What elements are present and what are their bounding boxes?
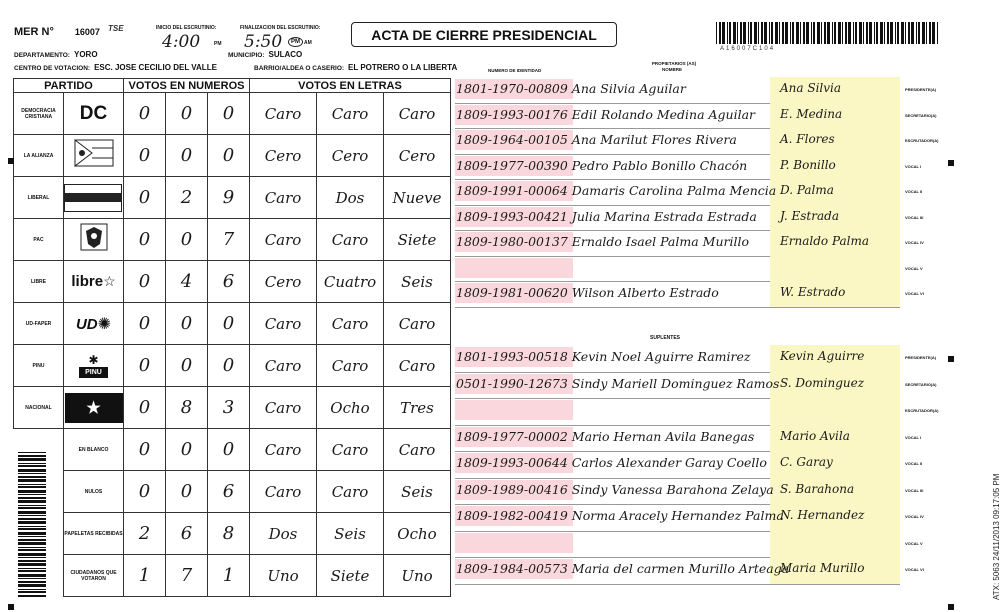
id-column-label: NUMERO DE IDENTIDAD — [488, 68, 542, 73]
summary-word: Seis — [384, 471, 451, 513]
vote-word: Caro — [317, 345, 384, 387]
summary-word: Dos — [250, 513, 317, 555]
summary-word: Caro — [317, 471, 384, 513]
start-label: INICIO DEL ESCRUTINIO: — [156, 25, 217, 31]
member-signature: W. Estrado — [780, 285, 846, 299]
member-entry: 1809-1964-00105 Ana Marilut Flores Rivera — [456, 132, 737, 147]
member-entry: 1809-1984-00573 Maria del carmen Murillo Arteaga — [456, 561, 790, 576]
signature-field — [770, 398, 900, 425]
member-signature: E. Medina — [780, 106, 843, 121]
vote-digit: 2 — [166, 177, 208, 219]
voting-center: CENTRO DE VOTACION: ESC. JOSE CECILIO DEL VALLE — [14, 63, 217, 72]
summary-label: EN BLANCO — [64, 429, 124, 471]
party-name: UD-FAPER — [14, 303, 64, 345]
vote-word: Caro — [317, 219, 384, 261]
party-row — [14, 219, 451, 261]
names-label: NOMBRE — [662, 67, 682, 72]
id-field-bg — [455, 400, 573, 420]
mer-number: MER N° 16007 — [14, 26, 100, 38]
party-row — [14, 345, 451, 387]
liberal-flag-emblem — [64, 184, 122, 212]
vote-digit: 0 — [166, 345, 208, 387]
member-role: VOCAL VI — [905, 567, 924, 572]
barcode-top — [716, 22, 938, 44]
member-signature: C. Garay — [780, 455, 833, 469]
summary-word: Caro — [250, 429, 317, 471]
municipality: MUNICIPIO: SULACO — [228, 50, 303, 59]
department: DEPARTAMENTO: YORO — [14, 50, 98, 59]
summary-row — [14, 471, 451, 513]
party-emblem — [64, 177, 124, 219]
member-signature: Ernaldo Palma — [780, 234, 869, 248]
vote-word: Caro — [384, 345, 451, 387]
member-entry: 1809-1989-00416 Sindy Vanessa Barahona Zelaya — [456, 481, 774, 497]
vote-word: Cero — [250, 135, 317, 177]
summary-row — [14, 429, 451, 471]
vote-digit: 0 — [124, 219, 166, 261]
member-signature: S. Dominguez — [780, 375, 865, 390]
member-signature: S. Barahona — [780, 481, 855, 496]
vote-digit: 0 — [166, 135, 208, 177]
summary-digit: 6 — [166, 513, 208, 555]
member-role: PRESIDENTE(A) — [905, 87, 937, 92]
vote-word: Siete — [384, 219, 451, 261]
vote-digit: 0 — [166, 93, 208, 135]
vote-digit: 0 — [208, 93, 250, 135]
summary-row — [14, 513, 451, 555]
barcode-left — [18, 452, 58, 597]
vote-word: Caro — [250, 177, 317, 219]
document-title: ACTA DE CIERRE PRESIDENCIAL — [351, 22, 617, 47]
summary-digit: 0 — [124, 471, 166, 513]
col-party: PARTIDO — [14, 79, 124, 93]
dc-emblem: DC — [79, 102, 108, 124]
member-signature: Ana Silvia — [780, 81, 842, 95]
vote-digit: 7 — [208, 219, 250, 261]
vote-digit: 9 — [208, 177, 250, 219]
vote-word: Seis — [384, 261, 451, 303]
member-role: VOCAL II — [905, 461, 923, 466]
vote-digit: 0 — [124, 303, 166, 345]
vote-digit: 0 — [208, 135, 250, 177]
summary-word: Caro — [250, 471, 317, 513]
member-signature: N. Hernandez — [780, 508, 865, 522]
vote-digit: 0 — [124, 93, 166, 135]
party-row — [14, 135, 451, 177]
party-emblem — [64, 93, 124, 135]
member-role: VOCAL IV — [905, 514, 924, 519]
member-role: SECRETARIO(A) — [905, 381, 937, 387]
summary-word: Siete — [317, 555, 384, 597]
summary-digit: 7 — [166, 555, 208, 597]
vote-digit: 0 — [208, 303, 250, 345]
vote-digit: 0 — [166, 303, 208, 345]
vote-word: Cuatro — [317, 261, 384, 303]
member-signature: Kevin Aguirre — [780, 349, 865, 363]
member-role: VOCAL VI — [905, 291, 924, 296]
libre-emblem: libre — [71, 272, 104, 290]
end-pm: PM — [288, 37, 303, 47]
start-time: 4:00 — [162, 32, 201, 52]
owners-label: PROPIETARIOS (AS) — [651, 61, 697, 66]
summary-digit: 1 — [124, 555, 166, 597]
signature-field — [770, 531, 900, 558]
party-name: LIBRE — [14, 261, 64, 303]
party-name: PAC — [14, 219, 64, 261]
vote-word: Caro — [384, 303, 451, 345]
vote-word: Caro — [317, 303, 384, 345]
member-entry: 1809-1977-00390 Pedro Pablo Bonillo Chacón — [456, 157, 748, 173]
barcode-number: A16007C104 — [720, 46, 776, 52]
party-row — [14, 303, 451, 345]
summary-word: Caro — [317, 429, 384, 471]
pac-emblem — [79, 222, 109, 252]
vote-digit: 0 — [124, 387, 166, 429]
member-role: VOCAL III — [905, 214, 924, 220]
summary-word: Seis — [317, 513, 384, 555]
summary-word: Caro — [384, 429, 451, 471]
party-emblem — [64, 387, 124, 429]
member-role: SECRETARIO(A) — [905, 112, 937, 118]
summary-label: CIUDADANOS QUE VOTARON — [64, 555, 124, 597]
member-entry: 1809-1993-00176 Edil Rolando Medina Aguilar — [456, 106, 756, 122]
party-name: PINU — [14, 345, 64, 387]
end-time: 5:50 — [244, 32, 283, 52]
member-role: VOCAL I — [905, 163, 922, 169]
vote-word: Caro — [250, 387, 317, 429]
member-entry: 1809-1977-00002 Mario Hernan Avila Banegas — [456, 428, 755, 444]
vote-digit: 3 — [208, 387, 250, 429]
member-entry: 1809-1980-00137 Ernaldo Isael Palma Murillo — [456, 234, 750, 249]
vote-digit: 6 — [208, 261, 250, 303]
party-row — [14, 387, 451, 429]
member-entry: 0501-1990-12673 Sindy Mariell Dominguez Ramos — [456, 375, 780, 391]
member-entry: 1809-1982-00419 Norma Aracely Hernandez Palma — [456, 508, 784, 523]
party-emblem — [64, 135, 124, 177]
member-entry: 1801-1993-00518 Kevin Noel Aguirre Ramirez — [456, 349, 751, 364]
votes-table — [13, 78, 451, 597]
alianza-emblem — [74, 139, 114, 167]
mer-number-value: 16007 — [74, 27, 100, 37]
member-entry: 1801-1970-00809 Ana Silvia Aguilar — [456, 81, 686, 96]
vote-digit: 0 — [166, 219, 208, 261]
vote-word: Caro — [250, 93, 317, 135]
summary-word: Uno — [250, 555, 317, 597]
registration-mark — [948, 356, 954, 362]
end-label: FINALIZACION DEL ESCRUTINIO: — [240, 25, 321, 31]
vote-word: Caro — [250, 303, 317, 345]
party-row — [14, 93, 451, 135]
member-signature: J. Estrada — [780, 208, 839, 223]
vote-word: Caro — [250, 219, 317, 261]
summary-digit: 0 — [208, 429, 250, 471]
member-entry: 1809-1991-00064 Damaris Carolina Palma Mencia — [456, 183, 777, 198]
start-pm: PM — [214, 41, 222, 47]
id-field-bg — [455, 258, 573, 278]
member-role: VOCAL III — [905, 487, 924, 493]
party-row — [14, 261, 451, 303]
summary-digit: 0 — [166, 471, 208, 513]
member-signature: A. Flores — [780, 132, 835, 146]
summary-digit: 2 — [124, 513, 166, 555]
summary-label: NULOS — [64, 471, 124, 513]
member-signature: D. Palma — [780, 183, 834, 197]
col-numbers: VOTOS EN NUMEROS — [124, 79, 250, 93]
alternates-label: SUPLENTES — [650, 335, 681, 341]
party-row — [14, 177, 451, 219]
summary-digit: 0 — [124, 429, 166, 471]
vote-word: Tres — [384, 387, 451, 429]
member-entry: 1809-1993-00644 Carlos Alexander Garay Coello — [456, 455, 767, 470]
registration-mark — [948, 160, 954, 166]
party-emblem — [64, 219, 124, 261]
member-role: VOCAL I — [905, 434, 922, 440]
member-entry: 1809-1981-00620 Wilson Alberto Estrado — [456, 285, 719, 300]
vote-word: Caro — [250, 345, 317, 387]
vote-word: Caro — [317, 93, 384, 135]
vote-digit: 4 — [166, 261, 208, 303]
vote-word: Dos — [317, 177, 384, 219]
party-name: NACIONAL — [14, 387, 64, 429]
member-signature: Mario Avila — [780, 428, 850, 443]
tse-logo: TSE — [108, 24, 124, 33]
village: BARRIO/ALDEA O CASERIO: EL POTRERO O LA LIBERTA — [254, 63, 458, 72]
registration-mark — [8, 158, 14, 164]
member-role: VOCAL IV — [905, 240, 924, 245]
vote-digit: 0 — [124, 345, 166, 387]
party-emblem: UD✺ — [64, 303, 124, 345]
vote-digit: 0 — [208, 345, 250, 387]
party-name: DEMOCRACIA CRISTIANA — [14, 93, 64, 135]
end-am: AM — [304, 40, 312, 46]
vote-word: Caro — [384, 93, 451, 135]
vote-word: Ocho — [317, 387, 384, 429]
party-name: LA ALIANZA — [14, 135, 64, 177]
summary-digit: 1 — [208, 555, 250, 597]
vote-word: Nueve — [384, 177, 451, 219]
member-entry: 1809-1993-00421 Julia Marina Estrada Estrada — [456, 208, 757, 224]
party-emblem: libre☆ — [64, 261, 124, 303]
member-role: VOCAL V — [905, 540, 923, 546]
nacional-emblem: ★ — [65, 393, 123, 423]
summary-digit: 8 — [208, 513, 250, 555]
id-field-bg — [455, 533, 573, 553]
side-stamp: ATX: 5063 24/11/2013 09:17:05 PM — [992, 473, 1001, 600]
member-role: VOCAL II — [905, 189, 923, 194]
summary-digit: 6 — [208, 471, 250, 513]
member-role: PRESIDENTE(A) — [905, 355, 937, 360]
summary-label: PAPELETAS RECIBIDAS — [64, 513, 124, 555]
summary-word: Uno — [384, 555, 451, 597]
vote-word: Cero — [250, 261, 317, 303]
ud-emblem: UD — [75, 315, 98, 333]
summary-row — [14, 555, 451, 597]
registration-mark — [948, 604, 954, 610]
row-line — [455, 307, 900, 308]
vote-digit: 0 — [124, 261, 166, 303]
pinu-emblem: PINU — [79, 367, 108, 378]
party-name: LIBERAL — [14, 177, 64, 219]
party-emblem: ✱ PINU — [64, 345, 124, 387]
col-words: VOTOS EN LETRAS — [250, 79, 451, 93]
member-signature: Maria Murillo — [780, 561, 865, 575]
signature-field — [770, 256, 900, 282]
row-line — [455, 584, 900, 585]
summary-digit: 0 — [166, 429, 208, 471]
member-role: ESCRUTADOR(A) — [905, 408, 939, 413]
member-role: ESCRUTADOR(A) — [905, 138, 939, 143]
summary-word: Ocho — [384, 513, 451, 555]
vote-digit: 0 — [124, 177, 166, 219]
vote-digit: 0 — [124, 135, 166, 177]
vote-word: Cero — [384, 135, 451, 177]
vote-word: Cero — [317, 135, 384, 177]
member-role: VOCAL V — [905, 265, 923, 271]
member-signature: P. Bonillo — [780, 157, 836, 172]
registration-mark — [8, 604, 14, 610]
vote-digit: 8 — [166, 387, 208, 429]
